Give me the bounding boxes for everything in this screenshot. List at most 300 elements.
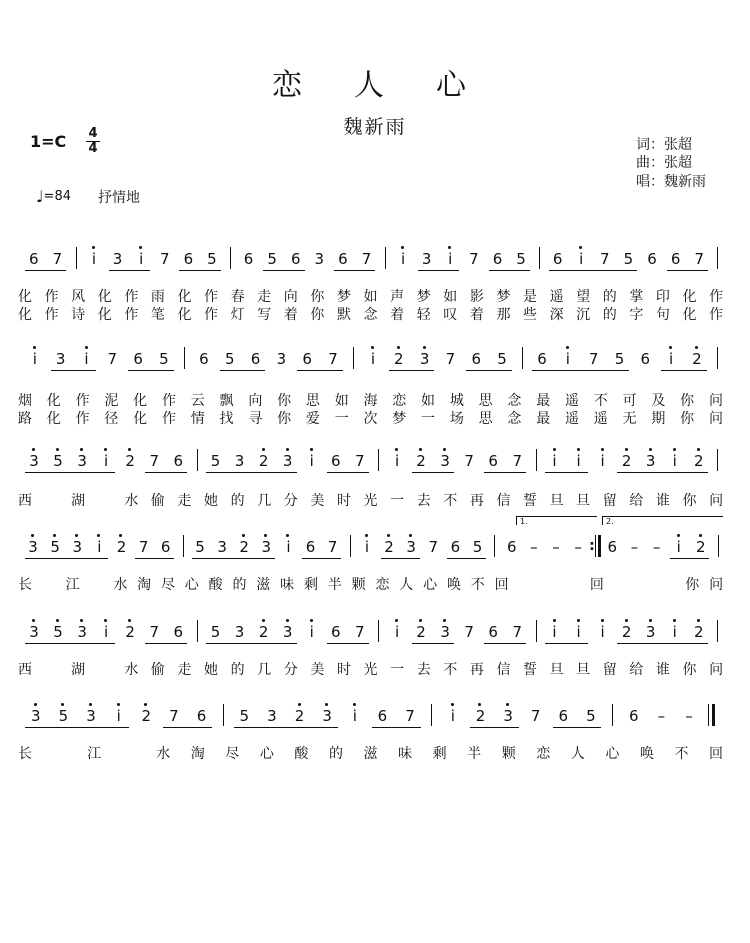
tempo-marking	[36, 187, 71, 206]
octave-dot	[262, 448, 265, 451]
eighth-underline	[447, 558, 486, 559]
note: 2	[392, 350, 406, 368]
octave-dot	[33, 346, 36, 349]
note: 3	[75, 452, 89, 470]
note: 7	[107, 350, 118, 368]
note: 3	[276, 350, 287, 368]
note: 6	[607, 538, 618, 556]
octave-dot	[419, 619, 422, 622]
octave-dot	[625, 448, 628, 451]
note: 5	[516, 250, 526, 268]
octave-dot	[673, 619, 676, 622]
eighth-underline	[372, 727, 421, 728]
barline	[76, 247, 77, 269]
octave-dot	[566, 346, 569, 349]
lyric-line: 路化作径化作情找寻你爱一次梦一场思念最遥遥无期你问	[18, 411, 738, 427]
octave-dot	[61, 703, 64, 706]
barline	[522, 347, 523, 369]
barline	[539, 247, 540, 269]
note: 3	[234, 452, 245, 470]
note: i	[305, 452, 319, 470]
octave-dot	[89, 703, 92, 706]
eighth-underline	[179, 270, 221, 271]
barline	[494, 535, 495, 557]
note: 3	[259, 538, 273, 556]
barline	[197, 620, 198, 642]
eighth-underline	[466, 370, 511, 371]
note: 2	[414, 623, 428, 641]
octave-dot	[601, 448, 604, 451]
eighth-underline	[484, 472, 526, 473]
note: 7	[159, 250, 170, 268]
note: –	[657, 707, 666, 725]
note: –	[685, 707, 693, 725]
note: 3	[27, 452, 41, 470]
note: 6	[492, 250, 503, 268]
note: 7	[600, 250, 610, 268]
note: –	[630, 538, 639, 556]
note: i	[668, 623, 682, 641]
note: –	[530, 538, 538, 556]
note: 5	[497, 350, 507, 368]
octave-dot	[395, 448, 398, 451]
note: 3	[267, 707, 277, 725]
octave-dot	[577, 619, 580, 622]
note: 5	[239, 707, 250, 725]
barline	[708, 704, 709, 726]
note: i	[80, 350, 94, 368]
octave-dot	[649, 448, 652, 451]
note: 3	[26, 538, 40, 556]
note: 5	[586, 707, 596, 725]
note: 6	[183, 250, 194, 268]
barline	[431, 704, 432, 726]
note: 2	[123, 623, 137, 641]
repeat-end-sign: :	[589, 538, 595, 554]
barline	[385, 247, 386, 269]
note: 7	[138, 538, 149, 556]
octave-dot	[56, 448, 59, 451]
eighth-underline	[145, 643, 187, 644]
note: 6	[537, 350, 547, 368]
octave-dot	[697, 448, 700, 451]
eighth-underline	[25, 472, 115, 473]
note: 6	[640, 350, 651, 368]
note: 6	[552, 250, 563, 268]
note: i	[348, 707, 362, 725]
note: i	[548, 623, 562, 641]
eighth-underline	[553, 727, 602, 728]
note: 6	[290, 250, 301, 268]
eighth-underline	[128, 370, 173, 371]
note: 2	[382, 538, 396, 556]
note: 3	[112, 250, 123, 268]
eighth-underline	[389, 370, 434, 371]
octave-dot	[264, 534, 267, 537]
eighth-underline	[412, 643, 454, 644]
octave-dot	[601, 619, 604, 622]
note: 6	[558, 707, 569, 725]
note: 6	[670, 250, 681, 268]
octave-dot	[669, 346, 672, 349]
octave-dot	[298, 703, 301, 706]
octave-dot	[262, 619, 265, 622]
note: 7	[512, 452, 522, 470]
octave-dot	[32, 619, 35, 622]
note: 2	[414, 452, 428, 470]
note: 3	[418, 350, 432, 368]
note: 7	[354, 623, 365, 641]
note: 2	[690, 350, 704, 368]
octave-dot	[695, 346, 698, 349]
barline	[223, 704, 224, 726]
note: 6	[302, 350, 312, 368]
lyric-line: 西 湖 水偷走她的几分美时光一去不再信誓旦旦留给谁你问	[18, 662, 736, 678]
note: 6	[330, 452, 341, 470]
note: 3	[217, 538, 227, 556]
octave-dot	[553, 448, 556, 451]
note: 5	[48, 538, 62, 556]
note: 7	[694, 250, 704, 268]
note: i	[443, 250, 457, 268]
note: i	[561, 350, 575, 368]
first-ending-label: 1.	[520, 517, 528, 526]
eighth-underline	[667, 270, 709, 271]
note: 6	[338, 250, 348, 268]
note: 3	[27, 623, 41, 641]
note: 7	[464, 623, 474, 641]
singer-credit: 唱：魏新雨	[636, 174, 706, 190]
octave-dot	[128, 619, 131, 622]
time-signature	[86, 127, 100, 156]
octave-dot	[697, 619, 700, 622]
octave-dot	[31, 534, 34, 537]
octave-dot	[242, 534, 245, 537]
note: i	[390, 623, 404, 641]
octave-dot	[80, 448, 83, 451]
note: 7	[327, 538, 338, 556]
note: i	[92, 538, 106, 556]
note: 5	[224, 350, 235, 368]
octave-dot	[117, 703, 120, 706]
note: 3	[644, 623, 658, 641]
octave-dot	[443, 448, 446, 451]
note: –	[574, 538, 582, 556]
note: i	[360, 538, 374, 556]
octave-dot	[75, 534, 78, 537]
note: –	[552, 538, 560, 556]
note: i	[390, 452, 404, 470]
note: 6	[506, 538, 517, 556]
title-char: 心	[436, 68, 518, 103]
octave-dot	[139, 246, 142, 249]
quarter-note-icon: ♩	[36, 187, 44, 206]
note: 3	[501, 707, 515, 725]
eighth-underline	[25, 270, 67, 271]
eighth-underline	[327, 643, 369, 644]
barline	[183, 535, 184, 557]
eighth-underline	[234, 727, 338, 728]
note: 6	[133, 350, 143, 368]
key-signature: 1=C	[30, 132, 67, 151]
barline	[717, 620, 718, 642]
octave-dot	[104, 448, 107, 451]
note: –	[652, 538, 661, 556]
note: i	[87, 250, 101, 268]
octave-dot	[397, 346, 400, 349]
barline	[612, 704, 613, 726]
note: 2	[293, 707, 307, 725]
note: 5	[51, 623, 65, 641]
note: 7	[469, 250, 479, 268]
octave-dot	[553, 619, 556, 622]
octave-dot	[144, 703, 147, 706]
octave-dot	[128, 448, 131, 451]
note: 3	[84, 707, 98, 725]
octave-dot	[325, 703, 328, 706]
octave-dot	[419, 448, 422, 451]
octave-dot	[286, 619, 289, 622]
eighth-underline	[263, 270, 305, 271]
lyricist-credit: 词：张超	[636, 137, 692, 153]
note: 6	[488, 452, 498, 470]
note: i	[668, 452, 682, 470]
note: 6	[647, 250, 657, 268]
note: 2	[257, 623, 271, 641]
note: 3	[281, 452, 295, 470]
barline	[197, 449, 198, 471]
note: 3	[404, 538, 418, 556]
note: 3	[644, 452, 658, 470]
octave-dot	[92, 246, 95, 249]
note: i	[112, 707, 126, 725]
note: 6	[29, 250, 39, 268]
lyric-line: 化作风化作雨化作春走向你梦如声梦如影梦是遥望的掌印化作	[18, 289, 736, 305]
barline	[717, 247, 718, 269]
eighth-underline	[297, 370, 342, 371]
octave-dot	[673, 448, 676, 451]
note: 6	[628, 707, 639, 725]
octave-dot	[401, 246, 404, 249]
note: 3	[421, 250, 432, 268]
note: 5	[267, 250, 277, 268]
note: 2	[473, 707, 487, 725]
eighth-underline	[145, 472, 187, 473]
octave-dot	[699, 534, 702, 537]
barline	[378, 449, 379, 471]
eighth-underline	[670, 558, 709, 559]
note: i	[28, 350, 42, 368]
eighth-underline	[206, 643, 296, 644]
octave-dot	[353, 703, 356, 706]
lyric-line: 长 江 水淘尽心酸的滋味剩半颗恋人心唤不回 回 你问	[18, 577, 733, 593]
note: 3	[75, 623, 89, 641]
note: i	[281, 538, 295, 556]
eighth-underline	[412, 472, 454, 473]
eighth-underline	[661, 370, 706, 371]
note: 6	[173, 452, 184, 470]
octave-dot	[310, 448, 313, 451]
note: 3	[438, 452, 452, 470]
note: i	[99, 452, 113, 470]
octave-dot	[649, 619, 652, 622]
octave-dot	[32, 448, 35, 451]
note: 2	[620, 452, 634, 470]
note: 3	[55, 350, 66, 368]
octave-dot	[286, 534, 289, 537]
note: 6	[488, 623, 498, 641]
note: 6	[160, 538, 171, 556]
lyric-line: 长 江 水淘尽心酸的滋味剩半颗恋人心唤不回	[18, 746, 744, 762]
time-bottom: 4	[86, 141, 100, 156]
note: 7	[445, 350, 456, 368]
note: 7	[149, 452, 159, 470]
final-barline	[712, 704, 715, 726]
octave-dot	[443, 619, 446, 622]
singer-name: 魏新雨	[343, 116, 407, 138]
note: i	[99, 623, 113, 641]
octave-dot	[506, 703, 509, 706]
note: 5	[195, 538, 205, 556]
barline	[350, 535, 351, 557]
second-ending-label: 2.	[606, 517, 614, 526]
eighth-underline	[334, 270, 376, 271]
expression-marking: 抒情地	[98, 190, 140, 206]
note: 6	[173, 623, 184, 641]
note: 2	[237, 538, 251, 556]
barline	[536, 620, 537, 642]
note: 7	[464, 452, 474, 470]
note: i	[446, 707, 460, 725]
note: i	[672, 538, 686, 556]
note: 6	[196, 707, 207, 725]
eighth-underline	[25, 727, 129, 728]
note: 2	[139, 707, 153, 725]
note: 5	[210, 452, 221, 470]
eighth-underline	[25, 558, 108, 559]
note: 6	[471, 350, 481, 368]
barline	[595, 535, 596, 557]
octave-dot	[34, 703, 37, 706]
note: 5	[159, 350, 169, 368]
composer-credit: 曲：张超	[636, 155, 692, 171]
song-title	[0, 60, 750, 104]
note: 3	[314, 250, 325, 268]
eighth-underline	[109, 270, 151, 271]
note: 3	[29, 707, 43, 725]
octave-dot	[119, 534, 122, 537]
note: 2	[123, 452, 137, 470]
barline-thick	[598, 535, 601, 557]
note: 7	[149, 623, 159, 641]
note: 7	[530, 707, 541, 725]
octave-dot	[104, 619, 107, 622]
lyric-line: 西 湖 水偷走她的几分美时光一去不再信誓旦旦留给谁你问	[18, 493, 736, 509]
barline	[230, 247, 231, 269]
note: 7	[428, 538, 439, 556]
time-top: 4	[88, 126, 98, 141]
note: 5	[210, 623, 221, 641]
note: 7	[405, 707, 415, 725]
octave-dot	[53, 534, 56, 537]
eighth-underline	[545, 472, 587, 473]
octave-dot	[56, 619, 59, 622]
eighth-underline	[192, 558, 275, 559]
octave-dot	[577, 448, 580, 451]
octave-dot	[286, 448, 289, 451]
note: 7	[588, 350, 599, 368]
lyric-line: 化作诗化作笔化作灯写着你默念着轻叹着那些深沉的字句化作	[18, 307, 736, 323]
note: i	[572, 452, 586, 470]
octave-dot	[85, 346, 88, 349]
note: 6	[450, 538, 461, 556]
note: 6	[305, 538, 316, 556]
barline	[536, 449, 537, 471]
note: 2	[694, 538, 708, 556]
note: 3	[438, 623, 452, 641]
barline	[717, 449, 718, 471]
title-char: 恋	[272, 68, 354, 103]
note: 7	[52, 250, 63, 268]
note: i	[596, 623, 610, 641]
note: 5	[472, 538, 483, 556]
note: 3	[234, 623, 245, 641]
note: 6	[330, 623, 341, 641]
note: 6	[199, 350, 209, 368]
octave-dot	[310, 619, 313, 622]
octave-dot	[625, 619, 628, 622]
octave-dot	[97, 534, 100, 537]
octave-dot	[80, 619, 83, 622]
barline	[353, 347, 354, 369]
note: 5	[623, 250, 634, 268]
octave-dot	[677, 534, 680, 537]
eighth-underline	[470, 727, 519, 728]
note: 6	[250, 350, 261, 368]
note: 5	[207, 250, 217, 268]
eighth-underline	[418, 270, 460, 271]
eighth-underline	[51, 370, 96, 371]
note: i	[596, 452, 610, 470]
note: 2	[692, 623, 706, 641]
octave-dot	[478, 703, 481, 706]
note: i	[664, 350, 678, 368]
note: i	[572, 623, 586, 641]
octave-dot	[371, 346, 374, 349]
note: 7	[169, 707, 179, 725]
note: i	[134, 250, 148, 268]
note: 2	[114, 538, 128, 556]
note: 6	[377, 707, 388, 725]
note: 5	[614, 350, 625, 368]
second-ending-bracket	[602, 516, 723, 525]
tempo-value: =84	[43, 189, 71, 204]
octave-dot	[448, 246, 451, 249]
eighth-underline	[163, 727, 212, 728]
note: 6	[243, 250, 254, 268]
note: i	[574, 250, 588, 268]
eighth-underline	[484, 643, 526, 644]
first-ending-bracket	[516, 516, 597, 525]
octave-dot	[395, 619, 398, 622]
eighth-underline	[206, 472, 296, 473]
eighth-underline	[617, 643, 707, 644]
octave-dot	[579, 246, 582, 249]
eighth-underline	[327, 472, 369, 473]
note: 3	[320, 707, 334, 725]
note: i	[305, 623, 319, 641]
barline	[717, 347, 718, 369]
